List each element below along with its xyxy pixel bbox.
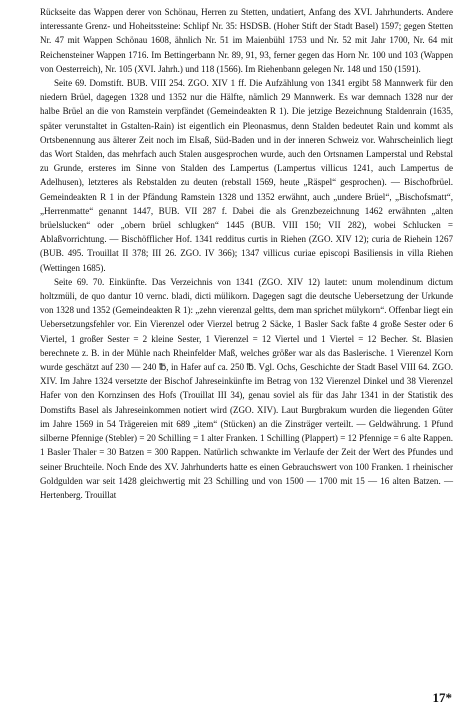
page-number: 17*	[432, 689, 452, 705]
paragraph-3: Seite 69. 70. Einkünfte. Das Verzeichnis von 1341 (ZGO. XIV 12) lautet: unum molendinum dictum holtzmüli, de quo dantur 10 vernc. bladi, dicti mülikorn. Dagegen sagt die deutsche Uebersetzung der Urkunde von 1328 und 1352 (Gemeindeakten R 1): „zehn vierenzal geltts, dem man sprichet mülykorn“. Offenbar liegt ein Uebersetzungsfehler vor. Ein Vierenzel oder Vierzel betrug 2 Säcke, 1 Basler Sack faßte 4 große Sester oder 6 Viertel, 1 großer Sester = 2 kleine Sester, 1 Vierenzel = 12 Viertel und 1 Viertel = 12 Becher. St. Blasien berechnete z. B. in der Mühle nach Rheinfelder Maß, welches größer war als das Baslerische. 1 Vierenzel Korn wurde geschätzt auf 230 — 240 ℔, in Hafer auf ca. 250 ℔. Vgl. Ochs, Geschichte der Stadt Basel VIII 64. ZGO. XIV. Im Jahre 1324 versetzte der Bischof Jahreseinkünfte im Betrag von 132 Vierenzel Dinkel und 38 Vierenzel Hafer von den Kornzinsen des Hofs (Trouillat III 34), genau soviel als für das Jahr 1341 in der Statistik des Domstifts Basel als Jahreseinkommen notiert wird (ZGO. XIV). Laut Burgbrakum wurden die liegenden Güter im Jahre 1569 in 54 Trägereien mit 689 „item“ (Stücken) an die Zinsträger verteilt. — Geldwährung. 1 Pfund silberne Pfennige (Stebler) = 20 Schilling = 1 alter Franken. 1 Schilling (Plappert) = 12 Pfennige = 6 alte Rappen. 1 Basler Thaler = 30 Batzen = 300 Rappen. Natürlich schwankte im Verlaufe der Zeit der Wert des Pfundes und seiner Bruchteile. Noch Ende des XV. Jahrhunderts hatte es einen Gebrauchswert von 100 Franken. 1 rheinischer Goldgulden war seit 1428 gleichwertig mit 23 Schilling und von 1500 — 1700 mit 15 — 16 alten Batzen. — Hertenberg. Trouillat	[40, 276, 453, 500]
paragraph-1: Rückseite das Wappen derer von Schönau, Herren zu Stetten, undatiert, Anfang des XVI. Jahrhunderts. Andere interessante Grenz- und Hoheitssteine: Schlipf Nr. 35: HSDSB. (Hoher Stift der Stadt Basel) 1597; gegen Stetten Nr. 47 mit Wappen Schönau 1608, ähnlich Nr. 51 im Maienbühl 1753 und Nr. 52 mit Jahr 1700, Nr. 64 mit Reichensteiner Wappen 1716. Im Bettingerbann Nr. 89, 91, 93, ferner gegen das Horn Nr. 100 und 103 (Wappen von Oesterreich), Nr. 105 (XVI. Jahrh.) und 118 (1566). Im Riehenbann gelegen Nr. 148 und 150 (1591).	[40, 7, 453, 74]
paragraph-2: Seite 69. Domstift. BUB. VIII 254. ZGO. XIV 1 ff. Die Aufzählung von 1341 ergibt 58 Mannwerk für den niedern Brüel, dagegen 1328 und 1352 nur die Hälfte, nämlich 29 Mannwerk. Es war demnach 1328 nur der halbe Brüel an die von Ramstein verpfändet (Gemeindeakten R 1). Die jetzige Bezeichnung Staldenrain (1635, später verunstaltet in Gstalten-Rain) ist eigentlich ein Pleonasmus, denn Stalden bedeutet Rain und kommt als Ortsbenennung aus älterer Zeit noch im Elsaß, Süd-Baden und in der inneren Schweiz vor. Wahrscheinlich liegt das Wort Stalden, das mehrfach auch Stalen ausgesprochen wurde, auch den Ortsnamen Lamperstal und Rebstal zu Grunde, ersteres im Sinne von Stalden des Lampertus (Lampertus villicus 1241, auch Lampertus de Adelhusen), letzteres als Rebstalden zu deuten (rebstall 1569, heute „Räspel“ gesprochen). — Bischofbrüel. Gemeindeakten R 1 in der Pfändung Ramstein 1328 und 1352 erwähnt, auch „undere Brüel“, „Bischofsmatt“, „Herrenmatte“ genannt 1447, BUB. VII 287 f. Dabei die als Grenzbezeichnung 1462 erwähnten „alten brüelslucken“ oder „obern brüel schlugken“ 1445 (BUB. VIII 150; VII 282), wobei Schlucken = Ablaßvorrichtung. — Bischöfflicher Hof. 1341 redditus curtis in Riehen (ZGO. XIV 12); curia de Riehein 1267 (BUB. 495. Trouillat II 378; III 26. ZGO. IV 366); 1347 villicus curiae episcopi Basiliensis in villa Riehen (Wettingen 1685).	[40, 78, 453, 273]
body-text	[40, 5, 453, 502]
